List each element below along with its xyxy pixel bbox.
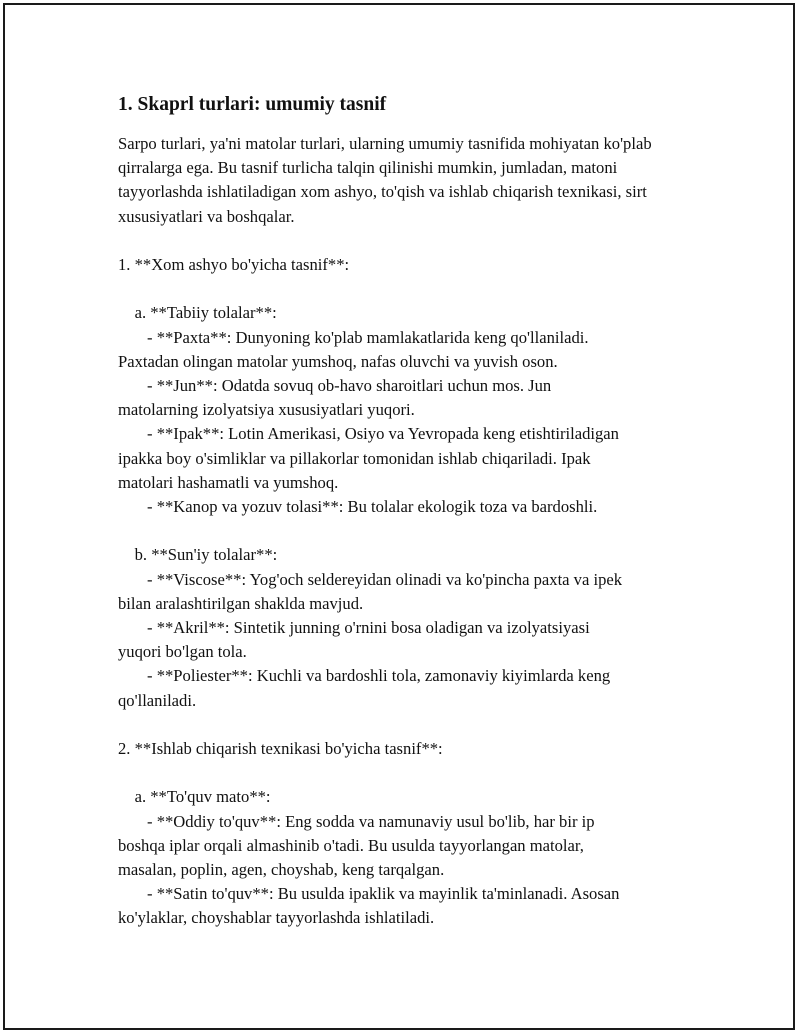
text-line: - **Ipak**: Lotin Amerikasi, Osiyo va Yevropada keng etishtiriladigan	[118, 424, 619, 444]
blank-line	[118, 229, 678, 253]
text-line: - **Paxta**: Dunyoning ko'plab mamlakatlarida keng qo'llaniladi.	[118, 327, 589, 347]
text-line: ko'ylaklar, choyshablar tayyorlashda ishlatiladi.	[118, 908, 435, 928]
text-line: matolarning izolyatsiya xususiyatlari yuqori.	[118, 400, 415, 420]
text-line: 1. **Xom ashyo bo'yicha tasnif**:	[118, 255, 350, 274]
text-line: a. **Tabiiy tolalar**:	[118, 303, 277, 323]
text-line: matolari hashamatli va yumshoq.	[118, 472, 339, 492]
text-line: yuqori bo'lgan tola.	[118, 642, 247, 662]
text-line: boshqa iplar orqali almashinib o'tadi. Bu usulda tayyorlangan matolar,	[118, 835, 584, 855]
text-line: 2. **Ishlab chiqarish texnikasi bo'yicha tasnif**:	[118, 739, 443, 759]
text-line: bilan aralashtirilgan shaklda mavjud.	[118, 593, 364, 613]
text-line: - **Oddiy to'quv**: Eng sodda va namunaviy usul bo'lib, har bir ip	[118, 811, 595, 831]
document-lines	[118, 229, 678, 931]
text-line: Paxtadan olingan matolar yumshoq, nafas oluvchi va yuvish oson.	[118, 351, 558, 371]
text-line: - **Satin to'quv**: Bu usulda ipaklik va mayinlik ta'minlanadi. Asosan	[118, 884, 620, 904]
text-line: - **Kanop va yozuv tolasi**: Bu tolalar ekologik toza va bardoshli.	[118, 497, 598, 517]
document-title: 1. Skaprl turlari: umumiy tasnif	[118, 94, 387, 115]
text-line: qo'llaniladi.	[118, 690, 197, 710]
text-line: - **Poliester**: Kuchli va bardoshli tola, zamonaviy kiyimlarda keng	[118, 666, 611, 686]
text-line: a. **To'quv mato**:	[118, 787, 271, 807]
text-line: b. **Sun'iy tolalar**:	[118, 545, 278, 565]
text-line: masalan, poplin, agen, choyshab, keng tarqalgan.	[118, 860, 445, 880]
blank-line	[118, 713, 678, 737]
document-body	[118, 92, 678, 931]
text-line: - **Jun**: Odatda sovuq ob-havo sharoitlari uchun mos. Jun	[118, 376, 552, 395]
blank-line	[118, 519, 678, 543]
blank-line	[118, 277, 678, 301]
text-line: - **Viscose**: Yog'och seldereyidan olinadi va ko'pincha paxta va ipek	[118, 569, 623, 589]
text-line: - **Akril**: Sintetik junning o'rnini bosa oladigan va izolyatsiyasi	[118, 618, 590, 638]
text-line: ipakka boy o'simliklar va pillakorlar tomonidan ishlab chiqariladi. Ipak	[118, 448, 591, 468]
blank-line	[118, 761, 678, 785]
intro-paragraph: Sarpo turlari, ya'ni matolar turlari, ularning umumiy tasnifida mohiyatan ko'plab qirralarga ega. Bu tasnif turlicha talqin qilinishi mumkin, jumladan, matoni tayyorlashda ishlatiladigan xom ashyo, to'qish va ishlab chiqarish texnikasi, sirt xususiyatlari va boshqalar.	[118, 134, 652, 226]
